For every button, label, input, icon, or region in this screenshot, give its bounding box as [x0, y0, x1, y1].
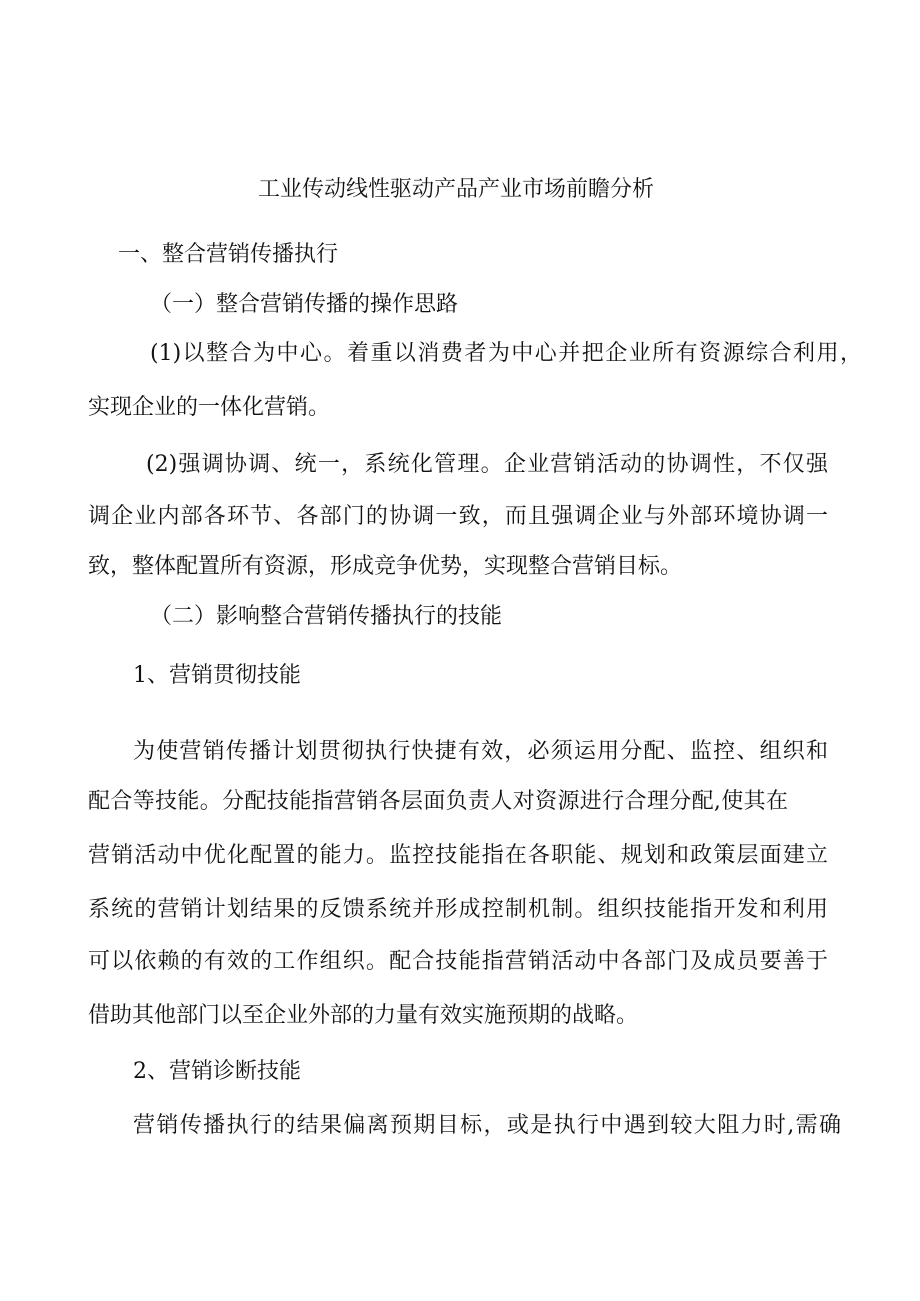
item-heading: 2、营销诊断技能 — [133, 1059, 301, 1084]
paragraph-line: 调企业内部各环节、各部门的协调一致，而且强调企业与外部环境协调一 — [88, 504, 828, 529]
paragraph-line: 营销活动中优化配置的能力。监控技能指在各职能、规划和政策层面建立 — [88, 843, 828, 868]
item-heading: 1、营销贯彻技能 — [133, 663, 301, 688]
section-heading: 一、整合营销传播执行 — [118, 242, 339, 267]
paragraph-line: (1)以整合为中心。着重以消费者为中心并把企业所有资源综合利用， — [150, 341, 862, 366]
paragraph-line: 可以依赖的有效的工作组织。配合技能指营销活动中各部门及成员要善于 — [88, 949, 828, 974]
paragraph-line: 实现企业的一体化营销。 — [88, 395, 331, 420]
subsection-heading: （二）影响整合营销传播执行的技能 — [150, 604, 503, 629]
paragraph-line: 系统的营销计划结果的反馈系统并形成控制机制。组织技能指开发和利用 — [88, 897, 828, 922]
paragraph-line: 借助其他部门以至企业外部的力量有效实施预期的战略。 — [88, 1003, 639, 1028]
subsection-heading: （一）整合营销传播的操作思路 — [150, 292, 459, 317]
paragraph-line: (2)强调协调、统一，系统化管理。企业营销活动的协调性，不仅强 — [146, 452, 828, 477]
paragraph-line: 营销传播执行的结果偏离预期目标，或是执行中遇到较大阻力时,需确 — [133, 1113, 841, 1138]
paragraph-line: 为使营销传播计划贯彻执行快捷有效，必须运用分配、监控、组织和 — [133, 739, 828, 764]
document-title: 工业传动线性驱动产品产业市场前瞻分析 — [258, 177, 655, 202]
paragraph-line: 配合等技能。分配技能指营销各层面负责人对资源进行合理分配,使其在 — [88, 789, 788, 814]
paragraph-line: 致，整体配置所有资源，形成竞争优势，实现整合营销目标。 — [88, 554, 683, 579]
